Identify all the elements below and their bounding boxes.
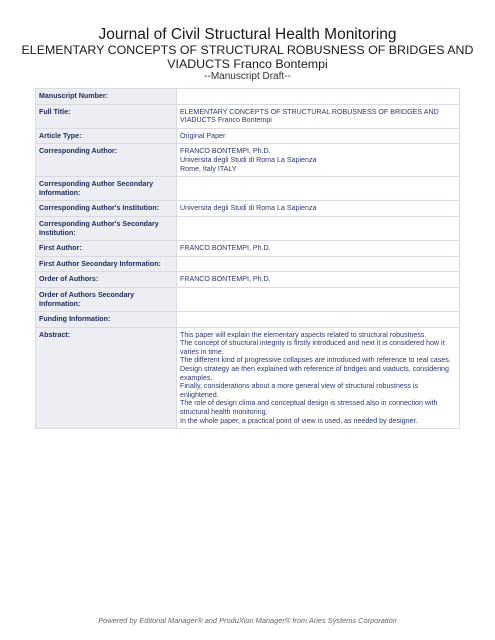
footer-credit: Powered by Editorial Manager® and ProduXion Manager® from Aries Systems Corporation <box>98 616 397 625</box>
field-label: Corresponding Author's Institution: <box>36 201 177 217</box>
field-value-line: varies in time. <box>180 347 224 356</box>
field-value-line <box>180 180 456 189</box>
table-row <box>36 272 460 288</box>
table-row <box>36 312 460 328</box>
table-row <box>36 144 460 177</box>
table-row <box>36 104 460 128</box>
draft-label: --Manuscript Draft-- <box>204 71 291 82</box>
table-row <box>36 241 460 257</box>
table-row <box>36 201 460 217</box>
field-value <box>177 287 460 311</box>
field-value-line: Universita degli Studi di Roma La Sapienza <box>180 204 317 213</box>
document-header <box>0 26 495 82</box>
field-value <box>177 177 460 201</box>
table-row <box>36 327 460 429</box>
field-value <box>177 216 460 240</box>
journal-name: Journal of Civil Structural Health Monitoring <box>98 26 397 43</box>
field-value-line: FRANCO BONTEMPI, Ph.D. <box>180 244 271 253</box>
field-label: Order of Authors Secondary Information: <box>36 287 177 311</box>
table-row <box>36 216 460 240</box>
field-label: Funding Information: <box>36 312 177 328</box>
field-label: First Author: <box>36 241 177 257</box>
field-value <box>177 104 460 128</box>
field-label: Corresponding Author: <box>36 144 177 177</box>
field-value-line <box>180 291 456 300</box>
field-value <box>177 241 460 257</box>
manuscript-title-line-2: VIADUCTS Franco Bontempi <box>167 57 328 71</box>
field-value-line: The role of design clima and conceptual design is stressed also in connection with <box>180 399 438 408</box>
field-value <box>177 201 460 217</box>
field-value-line: FRANCO BONTEMPI, Ph.D. <box>180 275 271 284</box>
field-label: Abstract: <box>36 327 177 429</box>
field-value-line: Original Paper <box>180 131 226 140</box>
field-value-line: structural health monitoring. <box>180 408 268 417</box>
field-label: Article Type: <box>36 128 177 144</box>
table-row <box>36 256 460 272</box>
field-value <box>177 312 460 328</box>
field-value-line: In the whole paper, a practical point of view is used, as needed by designer. <box>180 416 418 425</box>
table-row <box>36 287 460 311</box>
field-value-line: examples. <box>180 373 213 382</box>
field-value-line: ELEMENTARY CONCEPTS OF STRUCTURAL ROBUSNESS OF BRIDGES AND <box>180 107 439 116</box>
manuscript-title-line-1: ELEMENTARY CONCEPTS OF STRUCTURAL ROBUSNESS OF BRIDGES AND <box>21 43 474 57</box>
field-label: Manuscript Number: <box>36 89 177 105</box>
field-label: Corresponding Author's Secondary Institution: <box>36 216 177 240</box>
field-value-line <box>180 315 456 324</box>
table-row <box>36 89 460 105</box>
field-value-line <box>180 220 456 229</box>
field-value-line: This paper will explain the elementary aspects related to structural robustness. <box>180 330 427 339</box>
field-value-line: VIADUCTS Franco Bontempi <box>180 116 272 125</box>
field-label: Full Title: <box>36 104 177 128</box>
table-row <box>36 177 460 201</box>
field-value-line: Rome, Italy ITALY <box>180 164 237 173</box>
field-value <box>177 272 460 288</box>
field-label: Order of Authors: <box>36 272 177 288</box>
field-value-line: FRANCO BONTEMPI, Ph.D. <box>180 147 271 156</box>
field-value-line: Design strategy ae then explained with reference of bridges and viaducts, considering <box>180 365 449 374</box>
field-value <box>177 128 460 144</box>
field-value-line: enlightened. <box>180 390 219 399</box>
field-value-line: Universita degli Studi di Roma La Sapienza <box>180 155 317 164</box>
field-label: Corresponding Author Secondary Information: <box>36 177 177 201</box>
field-value-line <box>180 260 456 269</box>
manuscript-metadata-table <box>35 88 460 429</box>
field-value <box>177 89 460 105</box>
field-value-line <box>180 92 456 101</box>
field-value-line: The different kind of progressive collapses are introduced with reference to real cases. <box>180 356 451 365</box>
field-value-line: Finally, considerations about a more general view of structural robustness is <box>180 382 419 391</box>
table-row <box>36 128 460 144</box>
field-value <box>177 256 460 272</box>
field-value <box>177 144 460 177</box>
field-value <box>177 327 460 429</box>
field-value-line: The concept of structural integrity is firstly introduced and next it is considered how it <box>180 339 445 348</box>
field-label: First Author Secondary Information: <box>36 256 177 272</box>
